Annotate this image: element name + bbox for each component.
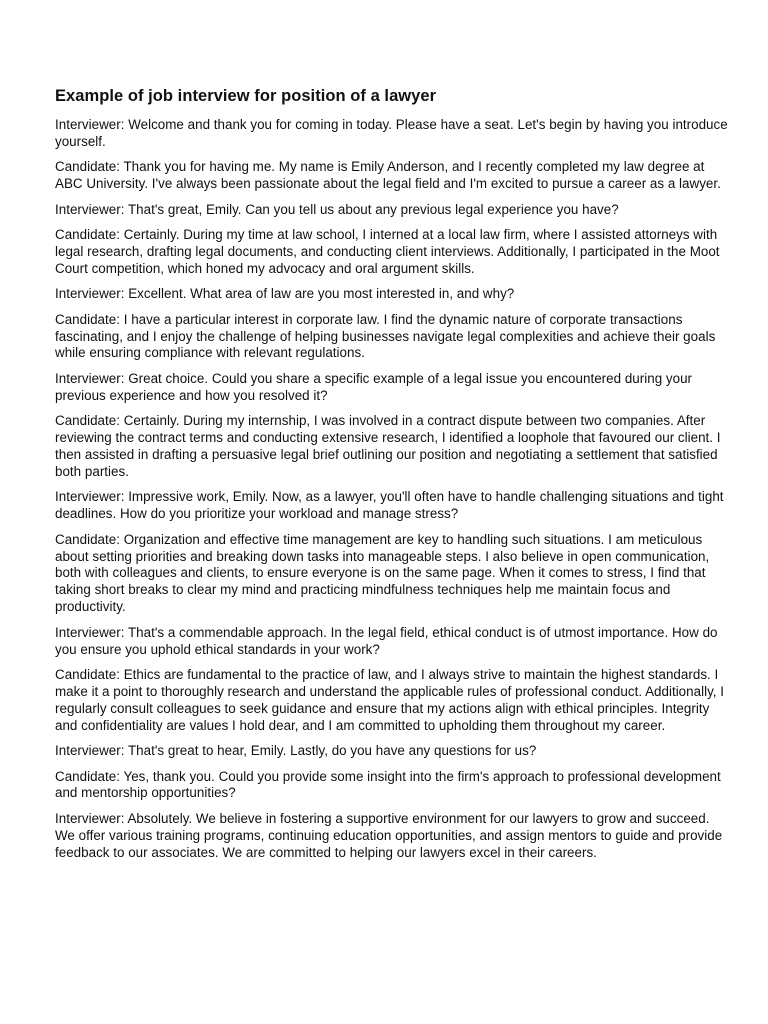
document-title: Example of job interview for position of a lawyer — [55, 87, 437, 105]
candidate-paragraph: Candidate: I have a particular interest in corporate law. I find the dynamic nature of corporate transactions fascinating, and I enjoy the challenge of helping businesses navigate legal complexities and achieve their goals while ensuring compliance with relevant regulations. — [55, 311, 716, 361]
candidate-paragraph: Candidate: Yes, thank you. Could you provide some insight into the firm's approach to professional development and mentorship opportunities? — [55, 768, 721, 801]
interviewer-paragraph: Interviewer: That's great to hear, Emily. Lastly, do you have any questions for us? — [55, 743, 537, 759]
interviewer-paragraph: Interviewer: Impressive work, Emily. Now, as a lawyer, you'll often have to handle challenging situations and tight deadlines. How do you prioritize your workload and manage stress? — [55, 489, 724, 522]
candidate-paragraph: Candidate: Certainly. During my internship, I was involved in a contract dispute between two companies. After reviewing the contract terms and conducting extensive research, I identified a loophole that favoured our client. I then assisted in drafting a persuasive legal brief outlining our position and negotiating a settlement that satisfied both parties. — [55, 413, 721, 479]
candidate-paragraph: Candidate: Thank you for having me. My name is Emily Anderson, and I recently completed my law degree at ABC University. I've always been passionate about the legal field and I'm excited to pursue a career as a lawyer. — [55, 159, 721, 192]
interviewer-paragraph: Interviewer: Great choice. Could you share a specific example of a legal issue you encountered during your previous experience and how you resolved it? — [55, 370, 693, 403]
interviewer-paragraph: Interviewer: Absolutely. We believe in fostering a supportive environment for our lawyers to grow and succeed. We offer various training programs, continuing education opportunities, and assign mentors to guide and provide feedback to our associates. We are committed to helping our lawyers excel in their careers. — [55, 810, 723, 860]
interviewer-paragraph: Interviewer: That's a commendable approach. In the legal field, ethical conduct is of utmost importance. How do you ensure you uphold ethical standards in your work? — [55, 624, 718, 657]
candidate-paragraph: Candidate: Organization and effective time management are key to handling such situations. I am meticulous about setting priorities and breaking down tasks into manageable steps. I also believe in open communication, both with colleagues and clients, to ensure everyone is on the same page. When it comes to stress, I find that taking short breaks to clear my mind and practicing mindfulness techniques help me maintain focus and productivity. — [55, 531, 710, 615]
candidate-paragraph: Candidate: Ethics are fundamental to the practice of law, and I always strive to maintain the highest standards. I make it a point to thoroughly research and understand the applicable rules of professional conduct. Additionally, I regularly consult colleagues to seek guidance and ensure that my actions align with ethical principles. Integrity and confidentiality are values I hold dear, and I am committed to upholding them throughout my career. — [55, 666, 725, 733]
interviewer-paragraph: Interviewer: That's great, Emily. Can you tell us about any previous legal experience you have? — [55, 201, 619, 217]
interviewer-paragraph: Interviewer: Welcome and thank you for coming in today. Please have a seat. Let's begin by having you introduce yourself. — [55, 117, 728, 149]
candidate-paragraph: Candidate: Certainly. During my time at law school, I interned at a local law firm, where I assisted attorneys with legal research, drafting legal documents, and conducting client interviews. Additionally, I participated in the Moot Court competition, which honed my advocacy and oral argument skills. — [55, 227, 720, 276]
interview-transcript — [55, 117, 732, 862]
interviewer-paragraph: Interviewer: Excellent. What area of law are you most interested in, and why? — [55, 286, 515, 302]
